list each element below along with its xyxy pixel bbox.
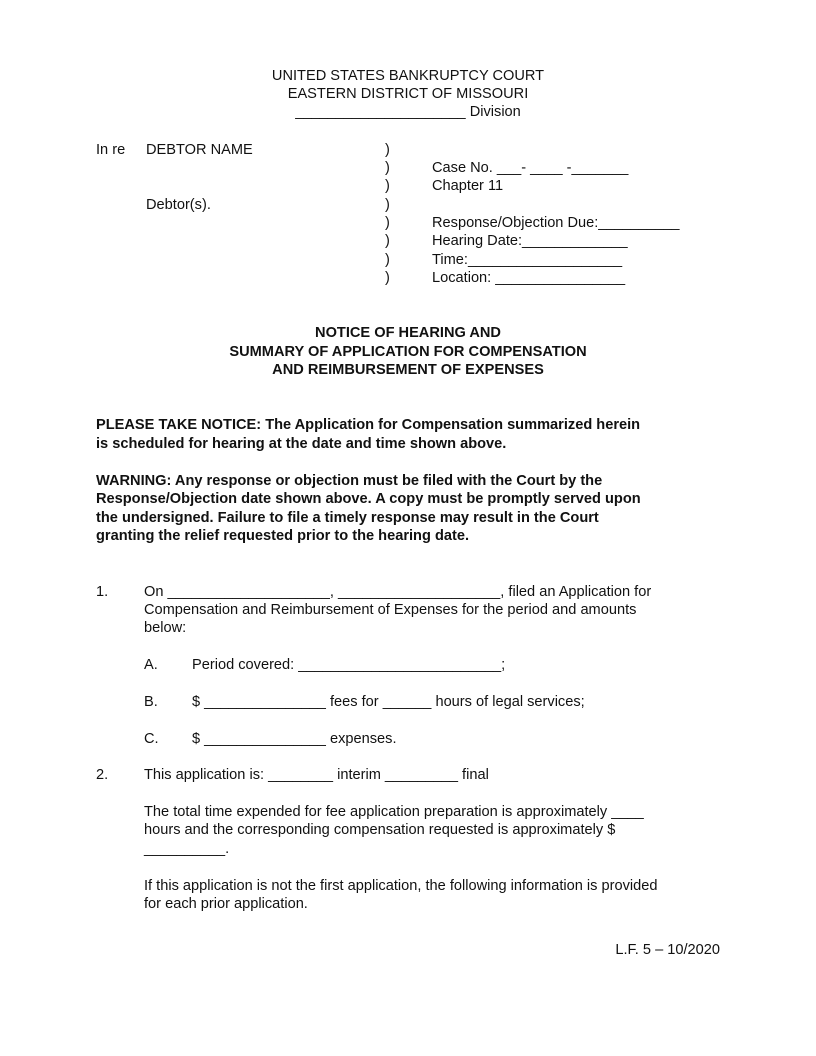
notice-paragraph-line1: PLEASE TAKE NOTICE: The Application for Compensation summarized herein (96, 417, 641, 433)
chapter-label: Chapter 11 (432, 178, 504, 194)
notice-paragraph-line2: is scheduled for hearing at the date and time shown above. (96, 436, 507, 452)
time-expended-line2: hours and the corresponding compensation requested is approximately $ (144, 822, 616, 838)
item-1-number: 1. (96, 584, 109, 600)
period-covered-field: Period covered: _________________________; (192, 657, 506, 673)
item-2-number: 2. (96, 767, 109, 783)
sub-item-b-label: B. (144, 694, 158, 710)
notice-title-line2: SUMMARY OF APPLICATION FOR COMPENSATION (229, 344, 587, 360)
warning-line2: Response/Objection date shown above. A copy must be promptly served upon (96, 491, 641, 507)
caption-paren: ) (385, 197, 390, 213)
sub-item-a-label: A. (144, 657, 158, 673)
debtor-name: DEBTOR NAME (146, 142, 253, 158)
caption-paren: ) (385, 270, 390, 286)
warning-line3: the undersigned. Failure to file a timely response may result in the Court (96, 510, 599, 526)
court-district: EASTERN DISTRICT OF MISSOURI (287, 86, 529, 102)
hearing-date-field: Hearing Date:_____________ (432, 233, 628, 249)
prior-application-line2: for each prior application. (144, 896, 308, 912)
in-re-label: In re (96, 142, 126, 158)
item-1-line2: Compensation and Reimbursement of Expenses for the period and amounts (144, 602, 637, 618)
response-due-field: Response/Objection Due:__________ (432, 215, 680, 231)
time-expended-line3: __________. (144, 841, 230, 857)
hearing-time-field: Time:___________________ (432, 252, 623, 268)
time-expended-line1: The total time expended for fee application preparation is approximately ____ (144, 804, 644, 820)
fees-field: $ _______________ fees for ______ hours of legal services; (192, 694, 585, 710)
caption-paren: ) (385, 178, 390, 194)
application-type-field: This application is: ________ interim _________ final (144, 767, 489, 783)
item-1-line3: below: (144, 620, 187, 636)
caption-paren: ) (385, 215, 390, 231)
court-division: _____________________ Division (295, 104, 521, 120)
court-name: UNITED STATES BANKRUPTCY COURT (271, 68, 545, 84)
warning-line1: WARNING: Any response or objection must be filed with the Court by the (96, 473, 603, 489)
notice-title-line1: NOTICE OF HEARING AND (315, 325, 501, 341)
prior-application-line1: If this application is not the first application, the following information is provided (144, 878, 658, 894)
caption-paren: ) (385, 142, 390, 158)
expenses-field: $ _______________ expenses. (192, 731, 397, 747)
item-1-line1: On ____________________, ____________________, filed an Application for (144, 584, 652, 600)
form-identifier: L.F. 5 – 10/2020 (615, 942, 720, 958)
caption-paren: ) (385, 252, 390, 268)
warning-line4: granting the relief requested prior to the hearing date. (96, 528, 470, 544)
caption-paren: ) (385, 160, 390, 176)
caption-paren: ) (385, 233, 390, 249)
sub-item-c-label: C. (144, 731, 159, 747)
hearing-location-field: Location: ________________ (432, 270, 626, 286)
notice-title-line3: AND REIMBURSEMENT OF EXPENSES (272, 362, 544, 378)
case-number-field: Case No. ___- ____ -_______ (432, 160, 629, 176)
debtors-label: Debtor(s). (146, 197, 211, 213)
